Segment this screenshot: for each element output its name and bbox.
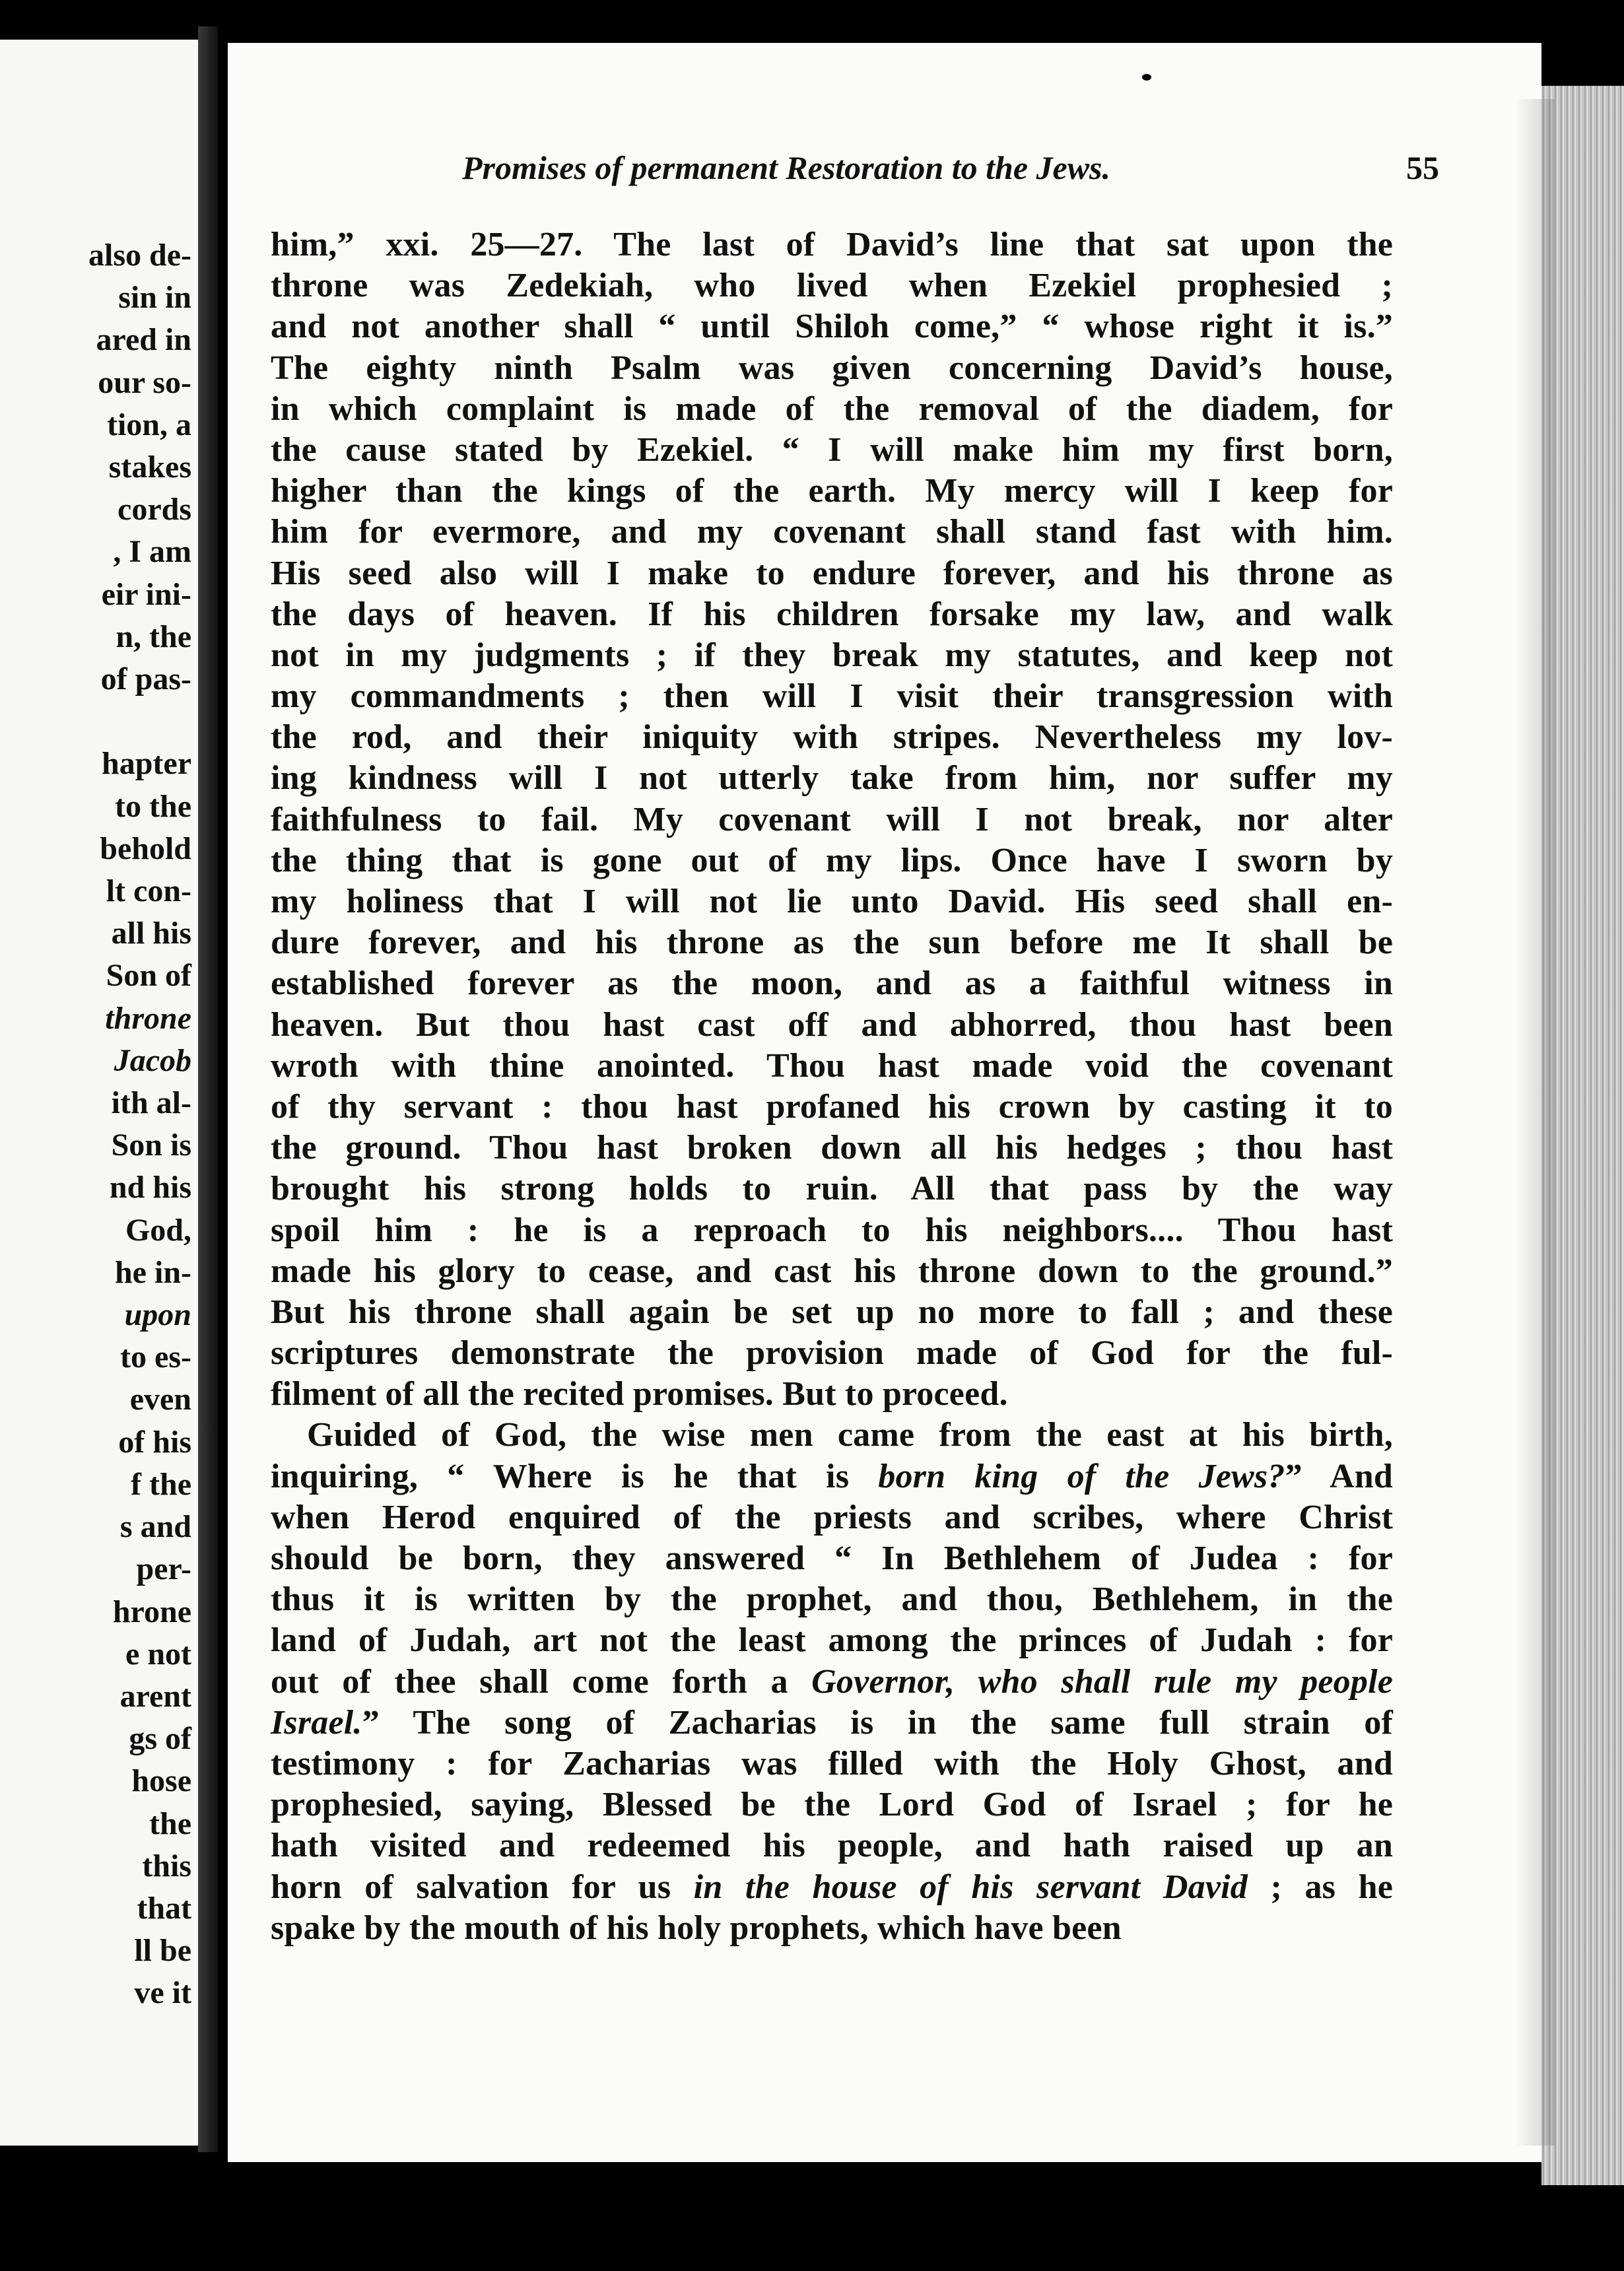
facing-page-fragment bbox=[0, 40, 198, 2146]
text-line: the thing that is gone out of my lips. Once have I sworn by bbox=[271, 841, 1393, 879]
facing-page-line: ll be bbox=[134, 1933, 191, 1969]
facing-page-text bbox=[88, 234, 191, 2015]
facing-page-line: Son is bbox=[111, 1128, 191, 1163]
facing-page-line: of pas- bbox=[100, 661, 191, 697]
facing-page-line bbox=[88, 700, 191, 743]
text-line: when Herod enquired of the priests and scribes, where Christ bbox=[271, 1498, 1393, 1536]
facing-page-line: hrone bbox=[112, 1594, 191, 1629]
text-line: him for evermore, and my covenant shall stand fast with him. bbox=[271, 513, 1393, 551]
facing-page-line: n, the bbox=[116, 619, 191, 654]
text-line: prophesied, saying, Blessed be the Lord God of Israel ; for he bbox=[271, 1786, 1393, 1824]
facing-page-line: arent bbox=[119, 1678, 191, 1714]
text-line: ing kindness will I not utterly take from him, nor suffer my bbox=[271, 759, 1393, 797]
text-line: spake by the mouth of his holy prophets, which have been bbox=[271, 1909, 1122, 1947]
ink-speck bbox=[515, 8, 541, 21]
facing-page-line: Jacob bbox=[114, 1042, 191, 1078]
text-line: established forever as the moon, and as a faithful witness in bbox=[271, 965, 1393, 1003]
facing-page-line: s and bbox=[119, 1509, 191, 1545]
text-line: him,” xxi. 25—27. The last of David’s line that sat upon the bbox=[271, 226, 1393, 263]
page-number: 55 bbox=[1406, 149, 1439, 186]
text-line: Guided of God, the wise men came from the east at his birth, bbox=[307, 1416, 1393, 1454]
page-body bbox=[271, 224, 1393, 1949]
facing-page-line: ve it bbox=[134, 1975, 191, 2011]
text-line: The eighty ninth Psalm was given concerning David’s house, bbox=[271, 349, 1393, 387]
facing-page-line: e not bbox=[125, 1636, 191, 1672]
facing-page-line: hapter bbox=[102, 746, 191, 782]
text-line: not in my judgments ; if they break my statutes, and keep not bbox=[271, 636, 1393, 674]
facing-page-line: that bbox=[137, 1890, 191, 1926]
facing-page-line: behold bbox=[100, 830, 191, 866]
text-line: Israel.” The song of Zacharias is in the same full strain of bbox=[271, 1703, 1393, 1742]
facing-page-line: upon bbox=[124, 1297, 191, 1333]
facing-page-line: lt con- bbox=[106, 873, 191, 909]
text-line: in which complaint is made of the removal of the diadem, for bbox=[271, 390, 1393, 428]
facing-page-line: ared in bbox=[96, 322, 191, 358]
facing-page-line: he in- bbox=[114, 1254, 191, 1290]
text-line: inquiring, “ Where is he that is born king of the Jews?” And bbox=[271, 1457, 1393, 1495]
text-line: higher than the kings of the earth. My mercy will I keep for bbox=[271, 472, 1393, 510]
facing-page-line: to the bbox=[115, 788, 191, 824]
facing-page-line: stakes bbox=[108, 450, 191, 485]
facing-page-line: nd his bbox=[109, 1170, 191, 1205]
facing-page-line: God, bbox=[125, 1212, 191, 1248]
text-line: my holiness that I will not lie unto David. His seed shall en- bbox=[271, 883, 1393, 920]
facing-page-line: gs of bbox=[129, 1721, 191, 1757]
facing-page-line: our so- bbox=[98, 364, 191, 400]
page-header bbox=[462, 149, 1439, 201]
text-line: and not another shall “ until Shiloh come,” “ whose right it is.” bbox=[271, 308, 1393, 346]
facing-page-line: eir ini- bbox=[101, 576, 191, 612]
text-line: thus it is written by the prophet, and thou, Bethlehem, in the bbox=[271, 1580, 1393, 1619]
text-line: brought his strong holds to ruin. All that pass by the way bbox=[271, 1170, 1393, 1208]
facing-page-line: f the bbox=[131, 1466, 191, 1502]
text-line: But his throne shall again be set up no more to fall ; and these bbox=[271, 1293, 1393, 1331]
running-head: Promises of permanent Restoration to the Jews. bbox=[462, 149, 1111, 186]
text-line: filment of all the recited promises. But to proceed. bbox=[271, 1375, 1008, 1413]
text-line: of thy servant : thou hast profaned his crown by casting it to bbox=[271, 1087, 1393, 1126]
ink-speck bbox=[1142, 74, 1151, 81]
facing-page-line: the bbox=[149, 1806, 191, 1841]
text-line: the cause stated by Ezekiel. “ I will make him my first born, bbox=[271, 430, 1393, 469]
text-line: the days of heaven. If his children forsake my law, and walk bbox=[271, 595, 1393, 633]
text-line: the ground. Thou hast broken down all his hedges ; thou hast bbox=[271, 1129, 1393, 1167]
text-line: heaven. But thou hast cast off and abhorred, thou hast been bbox=[271, 1005, 1393, 1044]
text-line: testimony : for Zacharias was filled with the Holy Ghost, and bbox=[271, 1744, 1393, 1782]
facing-page-line: also de- bbox=[88, 238, 191, 273]
facing-page-line: Son of bbox=[106, 958, 191, 994]
facing-page-line: sin in bbox=[118, 280, 191, 316]
facing-page-line: all his bbox=[111, 916, 191, 951]
text-line: dure forever, and his throne as the sun before me It shall be bbox=[271, 924, 1393, 962]
text-line: land of Judah, art not the least among the princes of Judah : for bbox=[271, 1621, 1393, 1660]
page-curl-shadow bbox=[1515, 99, 1555, 2146]
facing-page-line: this bbox=[142, 1848, 191, 1883]
facing-page-line: of his bbox=[118, 1424, 191, 1460]
text-line: my commandments ; then will I visit their transgression with bbox=[271, 677, 1393, 716]
text-line: made his glory to cease, and cast his throne down to the ground.” bbox=[271, 1252, 1393, 1290]
facing-page-line: to es- bbox=[120, 1339, 191, 1375]
facing-page-line: hose bbox=[131, 1763, 191, 1799]
book-gutter bbox=[198, 26, 218, 2152]
text-line: out of thee shall come forth a Governor, who shall rule my people bbox=[271, 1662, 1394, 1701]
text-line: scriptures demonstrate the provision made of God for the ful- bbox=[271, 1334, 1393, 1373]
facing-page-line: cords bbox=[118, 492, 191, 527]
facing-page-line: throne bbox=[105, 1000, 191, 1036]
facing-page-line: even bbox=[129, 1382, 191, 1417]
facing-page-line: ith al- bbox=[111, 1085, 191, 1121]
text-line: the rod, and their iniquity with stripes. Nevertheless my lov- bbox=[271, 718, 1393, 757]
text-line: wroth with thine anointed. Thou hast made void the covenant bbox=[271, 1046, 1393, 1085]
text-line: His seed also will I make to endure forever, and his throne as bbox=[271, 554, 1393, 592]
text-line: throne was Zedekiah, who lived when Ezekiel prophesied ; bbox=[271, 267, 1393, 305]
text-line: spoil him : he is a reproach to his neighbors.... Thou hast bbox=[271, 1211, 1393, 1249]
text-line: horn of salvation for us in the house of his servant David ; as he bbox=[271, 1868, 1394, 1906]
text-line: hath visited and redeemed his people, and hath raised up an bbox=[271, 1827, 1393, 1865]
facing-page-line: per- bbox=[136, 1551, 191, 1587]
facing-page-line: , I am bbox=[113, 534, 191, 570]
facing-page-line: tion, a bbox=[106, 407, 191, 442]
text-line: should be born, they answered “ In Bethlehem of Judea : for bbox=[271, 1540, 1393, 1577]
text-line: faithfulness to fail. My covenant will I not break, nor alter bbox=[271, 800, 1393, 838]
